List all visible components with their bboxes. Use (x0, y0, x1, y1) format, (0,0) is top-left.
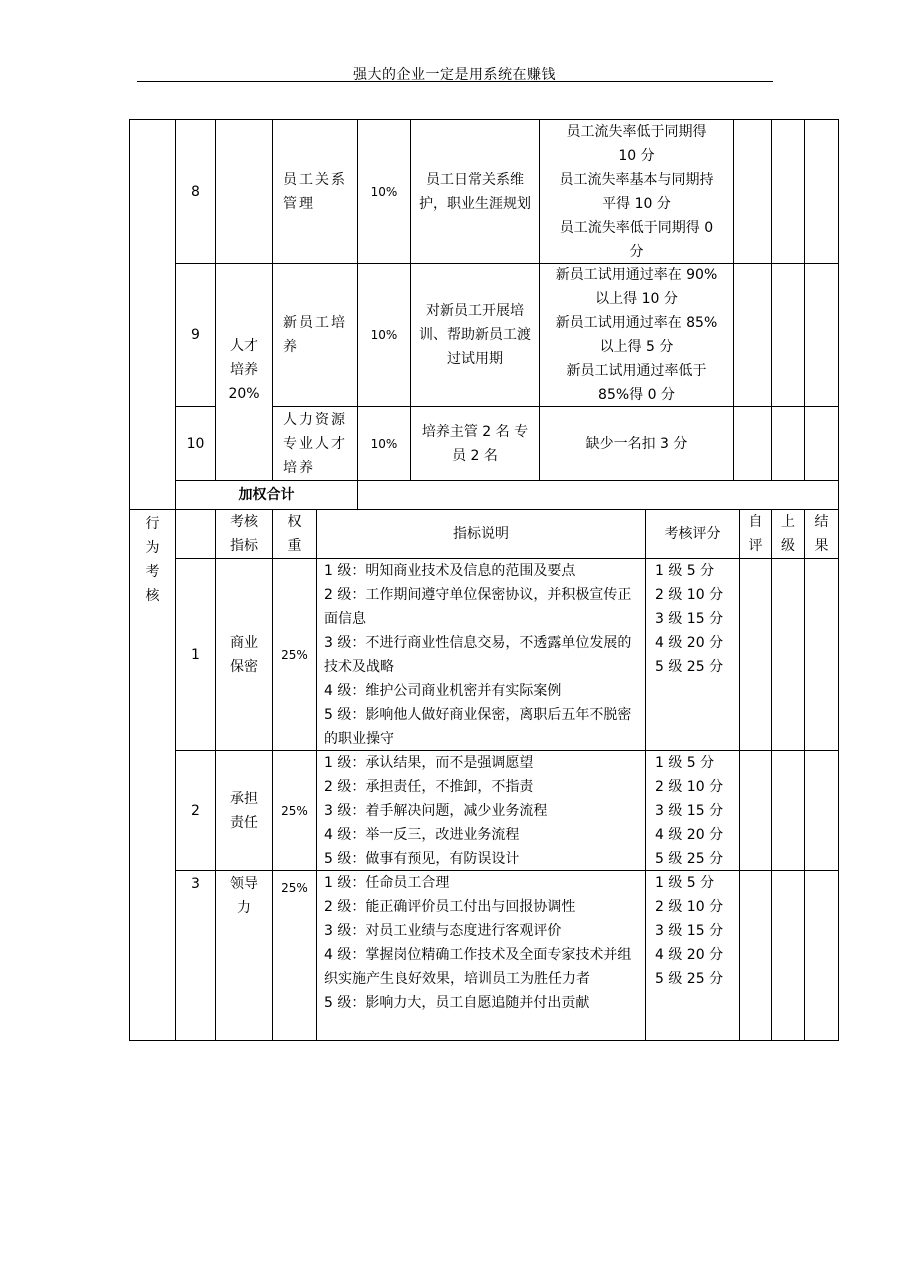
behavior-row-3-name: 领导力 (230, 876, 258, 916)
table-border-right (838, 119, 839, 1041)
row-9-item: 新员工培养 (283, 315, 347, 355)
behavior-row-2-weight: 25% (281, 803, 308, 818)
grid-line (804, 509, 805, 1041)
score-line: 5 级 25 分 (655, 659, 724, 675)
row-8-standard (540, 120, 733, 263)
level-line: 5 级：影响他人做好商业保密，离职后五年不脱密的职业操守 (324, 707, 632, 747)
section-label-text: 行为考核 (145, 516, 160, 604)
category-talent: 人才培养 20% (228, 338, 260, 402)
standard-line: 新员工试用通过率在 85% (555, 315, 718, 331)
row-10-desc: 培养主管 2 名 专员 2 名 (421, 423, 529, 464)
header-score: 考核评分 (664, 526, 721, 542)
row-10-standard: 缺少一名扣 3 分 (585, 435, 688, 452)
score-line: 3 级 15 分 (655, 923, 724, 939)
behavior-section-label (130, 512, 175, 612)
row-8-item: 员工关系管理 (283, 171, 347, 212)
behavior-row-1-weight: 25% (281, 647, 308, 662)
behavior-row-1-scores (652, 559, 739, 750)
score-line: 2 级 10 分 (655, 779, 724, 795)
header-desc: 指标说明 (453, 526, 509, 542)
level-line: 5 级：影响力大，员工自愿追随并付出贡献 (324, 995, 590, 1011)
header-result: 结果 (814, 514, 829, 554)
header-superior: 上级 (781, 514, 795, 554)
level-line: 2 级：能正确评价员工付出与回报协调性 (324, 899, 576, 915)
level-line: 4 级：举一反三，改进业务流程 (324, 827, 520, 843)
behavior-row-2-no: 2 (191, 802, 200, 819)
grid-line (410, 119, 411, 481)
standard-line: 新员工试用通过率低于 (566, 363, 707, 379)
grid-line (215, 119, 216, 481)
grid-line (272, 119, 273, 481)
level-line: 3 级：对员工业绩与态度进行客观评价 (324, 923, 562, 939)
row-8-weight: 10% (370, 184, 398, 199)
behavior-row-3-levels (321, 871, 643, 1039)
row-9-standard (540, 264, 733, 406)
header-weight: 权重 (287, 514, 302, 554)
standard-line: 新员工试用通过率在 90% (555, 267, 718, 283)
level-line: 3 级：不进行商业性信息交易，不透露单位发展的技术及战略 (324, 635, 632, 675)
score-line: 4 级 20 分 (655, 635, 724, 651)
level-line: 1 级：明知商业技术及信息的范围及要点 (324, 563, 576, 579)
level-line: 5 级：做事有预见，有防误设计 (324, 851, 520, 867)
page-header: 强大的企业一定是用系统在赚钱 (353, 67, 556, 83)
header-indicator: 考核指标 (230, 514, 258, 554)
behavior-row-2-levels (321, 751, 643, 870)
grid-line (316, 509, 317, 1041)
standard-line: 以上得 10 分 (595, 291, 678, 307)
score-line: 3 级 15 分 (655, 803, 724, 819)
behavior-row-3-scores (652, 871, 739, 1039)
row-10-item: 人力资源专业人才培养 (283, 411, 347, 476)
score-line: 2 级 10 分 (655, 899, 724, 915)
level-line: 2 级：工作期间遵守单位保密协议，并积极宣传正面信息 (324, 587, 632, 627)
level-line: 4 级：掌握岗位精确工作技术及全面专家技术并组织实施产生良好效果，培训员工为胜任力者 (324, 947, 632, 987)
behavior-row-1-levels (321, 559, 643, 750)
standard-line: 10 分 (618, 147, 655, 164)
behavior-row-3-weight: 25% (281, 881, 308, 895)
standard-line: 员工流失率低于同期得 0 (559, 219, 714, 236)
grid-line (804, 119, 805, 481)
score-line: 1 级 5 分 (655, 875, 715, 891)
score-line: 4 级 20 分 (655, 947, 724, 963)
standard-line: 平得 10 分 (602, 195, 671, 212)
grid-line (771, 119, 772, 481)
grid-line (645, 509, 646, 1041)
row-9-no: 9 (191, 327, 200, 343)
behavior-row-1-no: 1 (191, 646, 200, 663)
row-9-desc: 对新员工开展培训、帮助新员工渡过试用期 (419, 303, 531, 367)
row-8-desc: 员工日常关系维护，职业生涯规划 (419, 171, 531, 212)
standard-line: 分 (629, 243, 644, 260)
row-10-no: 10 (186, 435, 205, 452)
score-line: 1 级 5 分 (655, 755, 715, 771)
grid-line (771, 509, 772, 1041)
level-line: 2 级：承担责任，不推卸，不指责 (324, 779, 534, 795)
score-line: 1 级 5 分 (655, 563, 715, 579)
level-line: 3 级：着手解决问题，减少业务流程 (324, 803, 548, 819)
standard-line: 员工流失率低于同期得 (566, 123, 707, 140)
behavior-row-3-no: 3 (191, 876, 200, 892)
table-border-bottom (129, 1040, 839, 1041)
level-line: 1 级：承认结果，而不是强调愿望 (324, 755, 534, 771)
header-rule (137, 81, 773, 82)
score-line: 4 级 20 分 (655, 827, 724, 843)
weighted-total-label: 加权合计 (238, 487, 295, 503)
score-line: 5 级 25 分 (655, 971, 724, 987)
behavior-row-2-scores (652, 751, 739, 870)
row-10-weight: 10% (370, 436, 398, 451)
score-line: 2 级 10 分 (655, 587, 724, 603)
standard-line: 以上得 5 分 (599, 339, 674, 355)
row-8-no: 8 (191, 183, 200, 200)
level-line: 4 级：维护公司商业机密并有实际案例 (324, 683, 562, 699)
behavior-row-1-name: 商业保密 (230, 634, 258, 675)
score-line: 5 级 25 分 (655, 851, 724, 867)
row-9-weight: 10% (370, 328, 398, 342)
header-self: 自评 (748, 514, 763, 554)
standard-line: 85%得 0 分 (598, 387, 675, 403)
score-line: 3 级 15 分 (655, 611, 724, 627)
grid-line (739, 509, 740, 1041)
standard-line: 员工流失率基本与同期持 (559, 171, 714, 188)
behavior-row-2-name: 承担责任 (230, 790, 258, 831)
grid-line (733, 119, 734, 481)
level-line: 1 级：任命员工合理 (324, 875, 450, 891)
